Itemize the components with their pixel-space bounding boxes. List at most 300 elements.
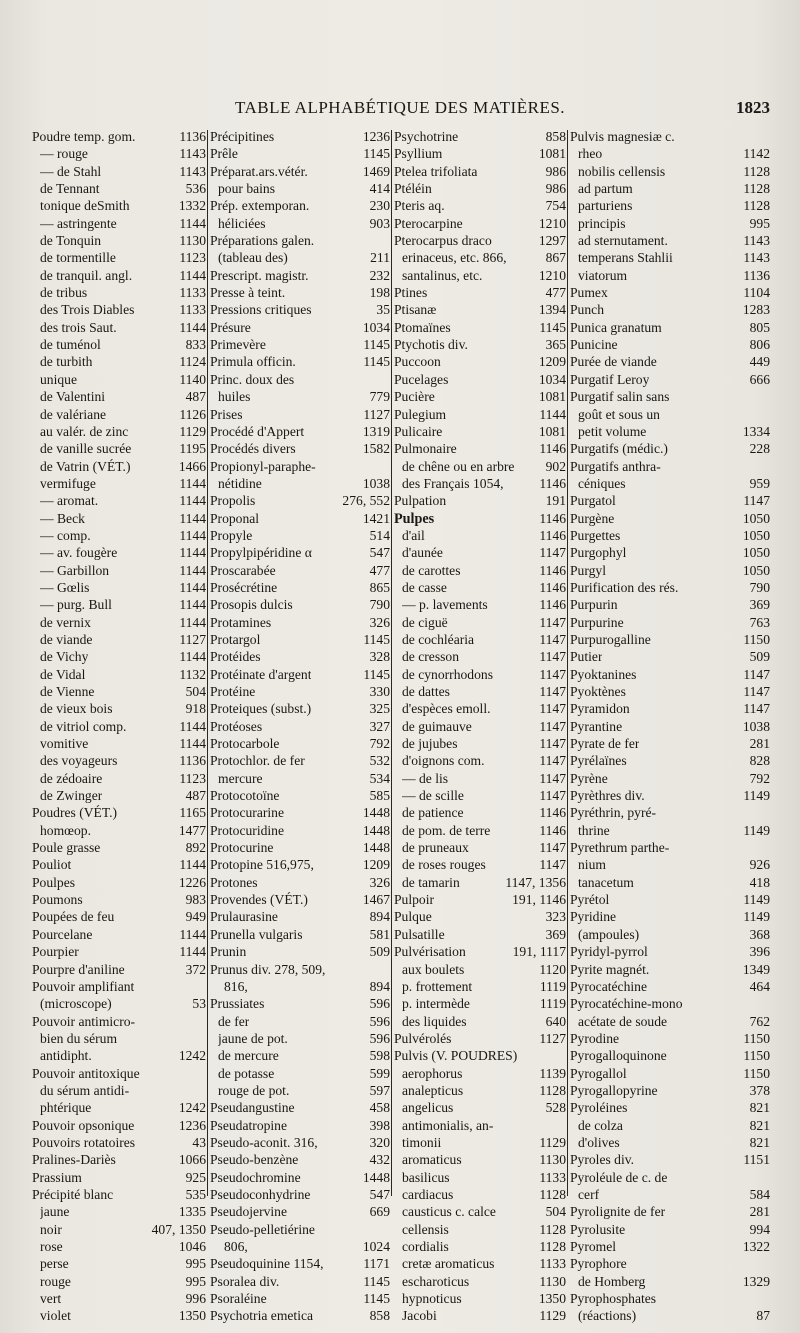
entry-term: unique [40,371,77,387]
index-entry [32,180,206,197]
index-entry [32,388,206,405]
index-entry [210,961,390,978]
entry-page-ref: 1319 [362,423,390,439]
entry-page-ref: 1066 [178,1152,206,1168]
index-entry [394,839,566,856]
index-entry [570,1151,770,1168]
entry-page-ref: 821 [749,1100,770,1116]
entry-term: Pourcelane [32,926,93,942]
entry-term: Presse à teint. [210,285,286,301]
entry-term: Pouvoir opsonique [32,1117,135,1133]
entry-page-ref: 986 [545,181,566,197]
index-entry [210,1221,390,1238]
entry-term: de roses rouges [402,857,486,873]
entry-page-ref: 1144 [179,527,206,543]
entry-page-ref: 1128 [539,1186,566,1202]
entry-page-ref: 1144 [179,614,206,630]
entry-page-ref: 53 [192,996,206,1012]
entry-term: Primevère [210,337,266,353]
index-entry [394,822,566,839]
index-entry [394,1082,566,1099]
entry-term: Pyramidon [570,701,630,717]
index-entry [570,371,770,388]
entry-page-ref: 1236 [178,1117,206,1133]
index-entry [32,787,206,804]
entry-page-ref: 1147 [743,684,770,699]
entry-term: bien du sérum [40,1030,118,1046]
entry-page-ref: 276, 552 [342,493,390,509]
index-entry [32,978,206,995]
entry-page-ref: 1124 [179,354,206,370]
entry-page-ref: 1144 [179,579,206,595]
index-entry [32,908,206,925]
index-entry [32,856,206,873]
index-entry [394,891,566,908]
entry-term: Pyoktènes [570,684,626,699]
entry-page-ref: 1165 [179,805,206,821]
entry-term: d'olives [578,1134,620,1150]
index-entry [394,1030,566,1047]
entry-term: Pyrélaïnes [570,753,627,769]
index-entry [210,752,390,769]
entry-term: Prêle [210,146,238,162]
entry-term: goût et sous un [578,406,660,422]
entry-term: de chêne ou en arbre [402,458,515,474]
entry-term: Ptychotis div. [394,337,468,353]
entry-term: Pucière [394,389,435,405]
entry-term: Protocuridine [210,822,284,838]
entry-term: Poudres (VÉT.) [32,805,118,821]
entry-term: Jacobi [402,1308,437,1324]
index-entry [570,197,770,214]
entry-page-ref: 1046 [178,1239,206,1254]
entry-page-ref: 432 [369,1152,390,1168]
index-entry [394,215,566,232]
index-entry [570,458,770,475]
index-entry [570,336,770,353]
index-entry [394,804,566,821]
entry-page-ref: 1081 [538,146,566,162]
entry-page-ref: 1128 [539,1221,566,1237]
entry-page-ref: 1146 [539,510,566,526]
entry-page-ref: 396 [749,944,770,960]
entry-term: Pulpes [394,510,435,527]
entry-page-ref: 43 [192,1134,206,1150]
entry-page-ref: 35 [376,302,390,318]
entry-term: Propolis [210,493,256,509]
index-entry [210,1238,390,1255]
index-entry [394,787,566,804]
entry-page-ref: 1226 [178,874,206,890]
entry-page-ref: 1150 [743,631,770,647]
entry-term: ad sternutament. [578,233,668,249]
entry-term: de valériane [40,406,107,422]
entry-term: Précipité blanc [32,1186,114,1202]
index-entry [32,128,206,145]
entry-term: des voyageurs [40,753,118,769]
entry-page-ref: 414 [369,181,390,197]
entry-term: Pyrétol [570,892,610,908]
entry-term: des liquides [402,1013,467,1029]
index-entry [210,770,390,787]
entry-page-ref: 1123 [179,250,206,266]
index-entry [210,1117,390,1134]
index-entry [570,614,770,631]
entry-term: Purpurine [570,614,624,630]
entry-term: Pyrethrum parthe- [570,840,670,856]
entry-page-ref: 1144 [179,510,206,526]
index-entry [210,1307,390,1324]
index-entry [32,475,206,492]
index-entry [394,856,566,873]
index-entry [394,163,566,180]
index-entry [210,180,390,197]
entry-page-ref: 1123 [179,770,206,786]
entry-term: Prises [210,406,243,422]
index-entry [32,961,206,978]
index-entry [394,683,566,700]
entry-page-ref: 1136 [743,267,770,283]
entry-term: Pyrogallopyrine [570,1082,658,1098]
entry-page-ref: 754 [545,198,566,214]
entry-page-ref: 995 [185,1273,206,1289]
index-entry [394,301,566,318]
index-entry [32,1117,206,1134]
entry-page-ref: 327 [369,718,390,734]
index-entry [570,683,770,700]
entry-page-ref: 1582 [362,441,390,457]
entry-page-ref: 1147 [539,545,566,561]
entry-page-ref: 581 [369,926,390,942]
entry-page-ref: 1448 [362,822,390,838]
index-entry [394,510,566,527]
index-entry [570,804,770,821]
entry-term: Pulvérisation [394,944,466,960]
index-entry [570,353,770,370]
entry-term: timonii [402,1134,442,1150]
index-entry [570,648,770,665]
entry-term: — aromat. [40,493,99,509]
entry-term: aux boulets [402,961,465,977]
index-entry [210,510,390,527]
index-entry [570,145,770,162]
entry-page-ref: 1448 [362,805,390,821]
index-entry [32,1082,206,1099]
entry-page-ref: 1147 [539,840,566,856]
entry-page-ref: 504 [185,684,206,699]
index-entry [570,284,770,301]
index-entry [210,631,390,648]
index-entry [570,492,770,509]
entry-term: de Zwinger [40,788,103,804]
index-entry [210,423,390,440]
index-entry [394,908,566,925]
entry-term: de fer [218,1013,250,1029]
index-entry [32,458,206,475]
index-entry [570,544,770,561]
index-entry [210,215,390,232]
index-entry [210,388,390,405]
entry-page-ref: 369 [545,926,566,942]
index-entry [570,995,770,1012]
entry-term: de mercure [218,1048,279,1064]
entry-page-ref: 418 [749,874,770,890]
entry-term: Psychotria emetica [210,1308,314,1324]
entry-page-ref: 1144 [539,406,566,422]
entry-term: d'espèces emoll. [402,701,491,717]
entry-page-ref: 330 [369,684,390,699]
entry-page-ref: 1466 [178,458,206,474]
entry-page-ref: 191 [545,493,566,509]
index-entry [32,804,206,821]
entry-term: Psoralea div. [210,1273,280,1289]
entry-term: Protochlor. de fer [210,753,305,769]
entry-term: Pouvoirs rotatoires [32,1134,136,1150]
entry-term: Pyrate de fer [570,736,640,752]
entry-page-ref: 1133 [539,1169,566,1185]
entry-page-ref: 821 [749,1134,770,1150]
entry-term: Pulmonaire [394,441,457,457]
index-column-3 [394,128,566,1324]
index-entry [32,631,206,648]
entry-page-ref: 1024 [362,1239,390,1254]
entry-term: Protones [210,874,258,890]
index-entry [210,197,390,214]
index-entry [570,961,770,978]
entry-term: de cresson [402,649,459,665]
entry-page-ref: 1144 [179,267,206,283]
entry-page-ref: 1127 [179,631,206,647]
entry-term: 816, [224,978,248,994]
index-entry [394,770,566,787]
entry-term: Pumex [570,285,608,301]
index-entry [394,1238,566,1255]
entry-term: tanacetum [578,874,634,890]
index-entry [32,163,206,180]
entry-term: huiles [218,389,251,405]
entry-page-ref: 1145 [363,337,390,353]
index-entry [570,1221,770,1238]
index-entry [210,475,390,492]
entry-page-ref: 1151 [743,1152,770,1168]
entry-term: Pyoktanines [570,666,637,682]
entry-term: Préparations galen. [210,233,315,249]
index-entry [210,319,390,336]
index-entry [394,596,566,613]
index-entry [210,1203,390,1220]
index-entry [210,1273,390,1290]
entry-page-ref: 1119 [539,978,566,994]
index-entry [210,700,390,717]
index-entry [570,1255,770,1272]
index-entry [570,1238,770,1255]
index-columns [32,128,772,1324]
index-entry [394,943,566,960]
index-entry [32,1099,206,1116]
entry-term: Psychotrine [394,129,459,144]
entry-page-ref: 1136 [179,753,206,769]
entry-page-ref: 1126 [179,406,206,422]
entry-term: Puccoon [394,354,441,370]
entry-term: de tribus [40,285,88,301]
index-entry [394,423,566,440]
index-entry [32,718,206,735]
entry-page-ref: 1050 [742,527,770,543]
index-entry [32,666,206,683]
entry-term: de carottes [402,562,461,578]
entry-term: (ampoules) [578,926,640,942]
entry-page-ref: 1145 [363,146,390,162]
index-entry [32,215,206,232]
entry-page-ref: 407, 1350 [151,1221,206,1237]
entry-page-ref: 1448 [362,1169,390,1185]
entry-term: Proponal [210,510,260,526]
entry-page-ref: 1136 [179,129,206,144]
index-entry [570,839,770,856]
index-entry [570,874,770,891]
index-entry [32,995,206,1012]
entry-page-ref: 1139 [539,1065,566,1081]
entry-term: antimonialis, an- [402,1117,494,1133]
index-entry [570,1134,770,1151]
index-entry [570,1013,770,1030]
entry-term: Protéinate d'argent [210,666,312,682]
index-entry [394,631,566,648]
entry-term: Putier [570,649,603,665]
entry-page-ref: 1146 [539,562,566,578]
index-entry [570,163,770,180]
index-entry [210,579,390,596]
entry-page-ref: 1421 [362,510,390,526]
entry-page-ref: 504 [545,1204,566,1220]
entry-term: Proscarabée [210,562,276,578]
entry-page-ref: 477 [369,562,390,578]
index-entry [32,197,206,214]
entry-term: Prassium [32,1169,82,1185]
entry-page-ref: 1142 [743,146,770,162]
entry-page-ref: 903 [369,215,390,231]
index-entry [210,371,390,388]
entry-term: Pressions critiques [210,302,312,318]
index-entry [570,1117,770,1134]
entry-term: Protopine 516,975, [210,857,314,873]
index-entry [32,752,206,769]
entry-page-ref: 1329 [742,1273,770,1289]
entry-term: Prussiates [210,996,265,1012]
entry-term: aerophorus [402,1065,463,1081]
entry-page-ref: 1145 [363,631,390,647]
entry-term: cerf [578,1186,600,1202]
index-entry [32,1273,206,1290]
index-entry [570,1065,770,1082]
entry-term: Pulegium [394,406,447,422]
entry-page-ref: 918 [185,701,206,717]
index-entry [32,353,206,370]
entry-page-ref: 1146 [539,475,566,491]
entry-term: Purpurogalline [570,631,651,647]
index-entry [570,822,770,839]
entry-term: Protéoses [210,718,263,734]
index-column-4 [570,128,770,1324]
entry-term: Pyréthrin, pyré- [570,805,657,821]
index-entry [32,700,206,717]
entry-page-ref: 547 [369,1186,390,1202]
entry-term: viatorum [578,267,628,283]
index-entry [210,891,390,908]
entry-page-ref: 1145 [363,1273,390,1289]
entry-term: Pulpation [394,493,447,509]
index-entry [32,943,206,960]
entry-page-ref: 368 [749,926,770,942]
entry-page-ref: 1283 [742,302,770,318]
index-entry [210,718,390,735]
entry-term: principis [578,215,626,231]
entry-page-ref: 1038 [362,475,390,491]
entry-term: Prulaurasine [210,909,278,925]
entry-term: — av. fougère [40,545,118,561]
entry-page-ref: 1128 [539,1082,566,1098]
index-entry [394,544,566,561]
entry-page-ref: 326 [369,614,390,630]
index-entry [394,319,566,336]
index-entry [394,232,566,249]
entry-page-ref: 894 [369,978,390,994]
entry-page-ref: 1133 [179,285,206,301]
index-entry [210,163,390,180]
entry-term: (microscope) [40,996,112,1012]
entry-term: Pyrodine [570,1030,620,1046]
entry-page-ref: 378 [749,1082,770,1098]
entry-page-ref: 1147 [743,666,770,682]
entry-term: Pyridine [570,909,617,925]
entry-page-ref: 487 [185,389,206,405]
index-entry [394,1134,566,1151]
index-entry [210,856,390,873]
index-entry [394,718,566,735]
entry-term: de vanille sucrée [40,441,132,457]
entry-page-ref: 1144 [179,475,206,491]
entry-page-ref: 1133 [539,1256,566,1272]
entry-page-ref: 828 [749,753,770,769]
index-entry [570,631,770,648]
index-entry [394,978,566,995]
index-entry [32,735,206,752]
index-entry [32,839,206,856]
index-entry [394,735,566,752]
entry-term: Pseudojervine [210,1204,288,1220]
entry-term: Pyrophore [570,1256,627,1272]
index-entry [570,180,770,197]
index-entry [394,284,566,301]
entry-term: Pulque [394,909,432,925]
entry-term: Pseudangustine [210,1100,295,1116]
entry-page-ref: 1147 [539,614,566,630]
entry-term: de patience [402,805,464,821]
entry-term: Pourpier [32,944,79,960]
index-entry [570,1169,770,1186]
entry-page-ref: 1130 [179,233,206,249]
entry-page-ref: 1127 [363,406,390,422]
index-entry [394,145,566,162]
entry-term: — rouge [40,146,88,162]
entry-page-ref: 1236 [362,129,390,144]
entry-term: Poulpes [32,874,76,890]
entry-term: Psoraléine [210,1291,267,1307]
entry-term: Propyle [210,527,253,543]
entry-page-ref: 995 [749,215,770,231]
index-entry [210,458,390,475]
entry-page-ref: 325 [369,701,390,717]
